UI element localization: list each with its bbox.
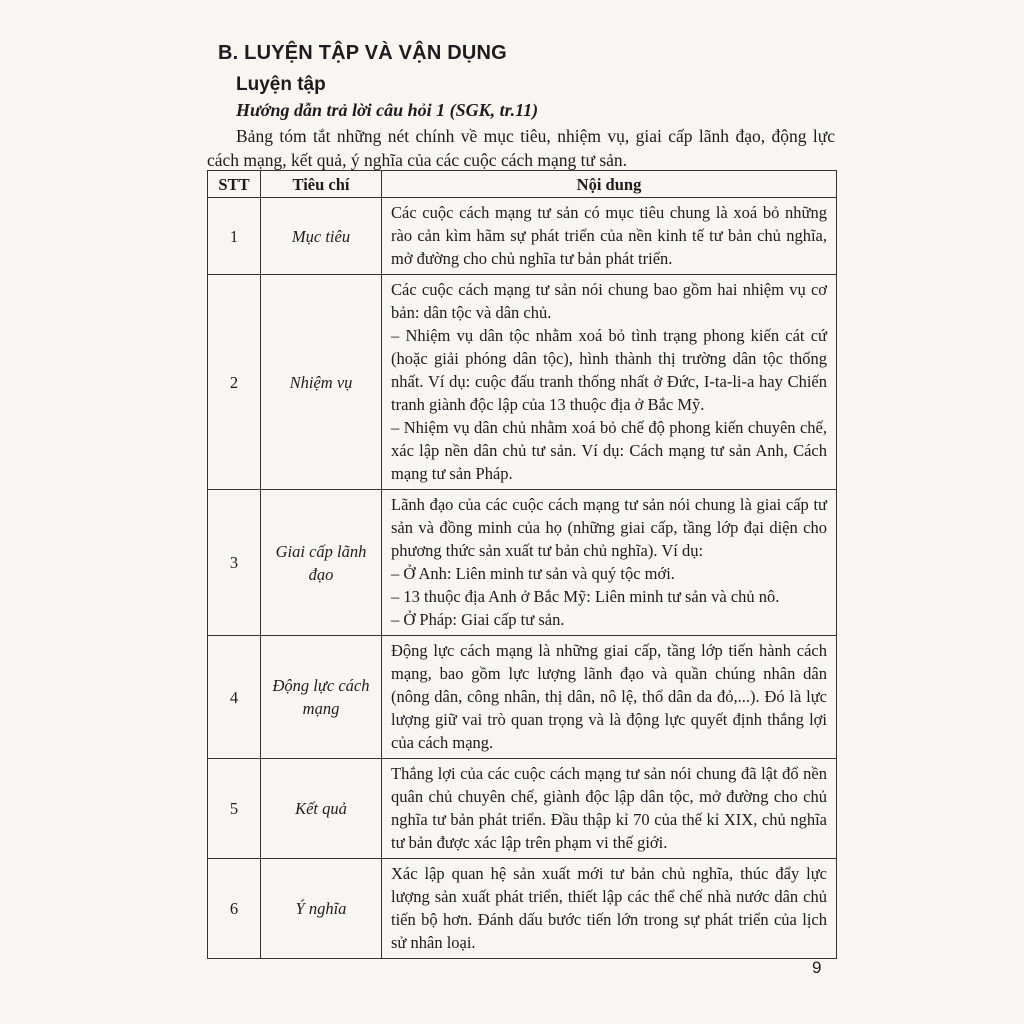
content-paragraph: Động lực cách mạng là những giai cấp, tầng lớp tiến hành cách mạng, bao gồm lực lượng lãnh đạo và quần chúng nhân dân (nông dân, công nhân, thị dân, nô lệ, thổ dân da đỏ,...). Đó là lực lượng giữ vai trò quan trọng và là động lực quyết định thắng lợi của cách mạng. [391,641,827,752]
content-paragraph: Xác lập quan hệ sản xuất mới tư bản chủ nghĩa, thúc đẩy lực lượng sản xuất phát triển, thiết lập các thể chế nhà nước dân chủ tiến bộ hơn. Đánh dấu bước tiến lớn trong sự phát triển của lịch sử nhân loại. [391,864,827,952]
content-paragraph: – Ở Anh: Liên minh tư sản và quý tộc mới. [391,564,675,583]
content-paragraph: Lãnh đạo của các cuộc cách mạng tư sản nói chung là giai cấp tư sản và đồng minh của họ (những giai cấp, tầng lớp đại diện cho phương thức sản xuất tư bản chủ nghĩa). Ví dụ: [391,495,827,560]
section-title: B. LUYỆN TẬP VÀ VẬN DỤNG [218,42,507,64]
content-paragraph: – 13 thuộc địa Anh ở Bắc Mỹ: Liên minh tư sản và chủ nô. [391,587,780,606]
row-stt: 5 [208,759,261,859]
content-paragraph: Thắng lợi của các cuộc cách mạng tư sản nói chung đã lật đổ nền quân chủ chuyên chế, giành độc lập dân tộc, mở đường cho chủ nghĩa tư bản phát triển. Đầu thập kỉ 70 của thế kỉ XIX, chủ nghĩa tư bản được xác lập trên phạm vi thế giới. [391,764,827,852]
row-stt: 1 [208,198,261,275]
row-content [382,759,837,859]
table-row [208,759,837,859]
row-criteria: Ý nghĩa [261,859,382,959]
row-criteria: Nhiệm vụ [261,275,382,490]
content-paragraph: – Ở Pháp: Giai cấp tư sản. [391,610,565,629]
intro-paragraph: Bảng tóm tắt những nét chính về mục tiêu, nhiệm vụ, giai cấp lãnh đạo, động lực cách mạng, kết quả, ý nghĩa của các cuộc cách mạng tư sản. [207,126,835,170]
row-criteria: Giai cấp lãnh đạo [261,490,382,636]
row-content [382,275,837,490]
table-row [208,198,837,275]
header-content: Nội dung [382,171,837,198]
row-stt: 6 [208,859,261,959]
content-paragraph: – Nhiệm vụ dân chủ nhằm xoá bỏ chế độ phong kiến chuyên chế, xác lập nền dân chủ tư sản. Ví dụ: Cách mạng tư sản Anh, Cách mạng tư sản Pháp. [391,418,827,483]
content-paragraph: – Nhiệm vụ dân tộc nhằm xoá bỏ tình trạng phong kiến cát cứ (hoặc giải phóng dân tộc), hình thành thị trường dân tộc thống nhất. Ví dụ: cuộc đấu tranh thống nhất ở Đức, I-ta-li-a hay Chiến tranh giành độc lập của 13 thuộc địa ở Bắc Mỹ. [391,326,827,414]
guide-title: Hướng dẫn trả lời câu hỏi 1 (SGK, tr.11) [236,100,539,120]
row-stt: 4 [208,636,261,759]
header-criteria: Tiêu chí [261,171,382,198]
row-stt: 3 [208,490,261,636]
row-criteria: Động lực cách mạng [261,636,382,759]
table-row [208,636,837,759]
page-number: 9 [812,958,822,977]
row-content [382,198,837,275]
subsection-title: Luyện tập [236,74,326,95]
table-row [208,275,837,490]
row-stt: 2 [208,275,261,490]
row-content [382,859,837,959]
table-header-row [208,171,837,198]
content-paragraph: Các cuộc cách mạng tư sản nói chung bao gồm hai nhiệm vụ cơ bản: dân tộc và dân chủ. [391,280,827,322]
table-row [208,859,837,959]
content-paragraph: Các cuộc cách mạng tư sản có mục tiêu chung là xoá bỏ những rào cản kìm hãm sự phát triển của nền kinh tế tư bản chủ nghĩa, mở đường cho chủ nghĩa tư bản phát triển. [391,203,827,268]
row-criteria: Mục tiêu [261,198,382,275]
summary-table [207,170,837,959]
header-stt: STT [208,171,261,198]
table-row [208,490,837,636]
row-content [382,490,837,636]
table-body [208,198,837,959]
row-criteria: Kết quả [261,759,382,859]
row-content [382,636,837,759]
